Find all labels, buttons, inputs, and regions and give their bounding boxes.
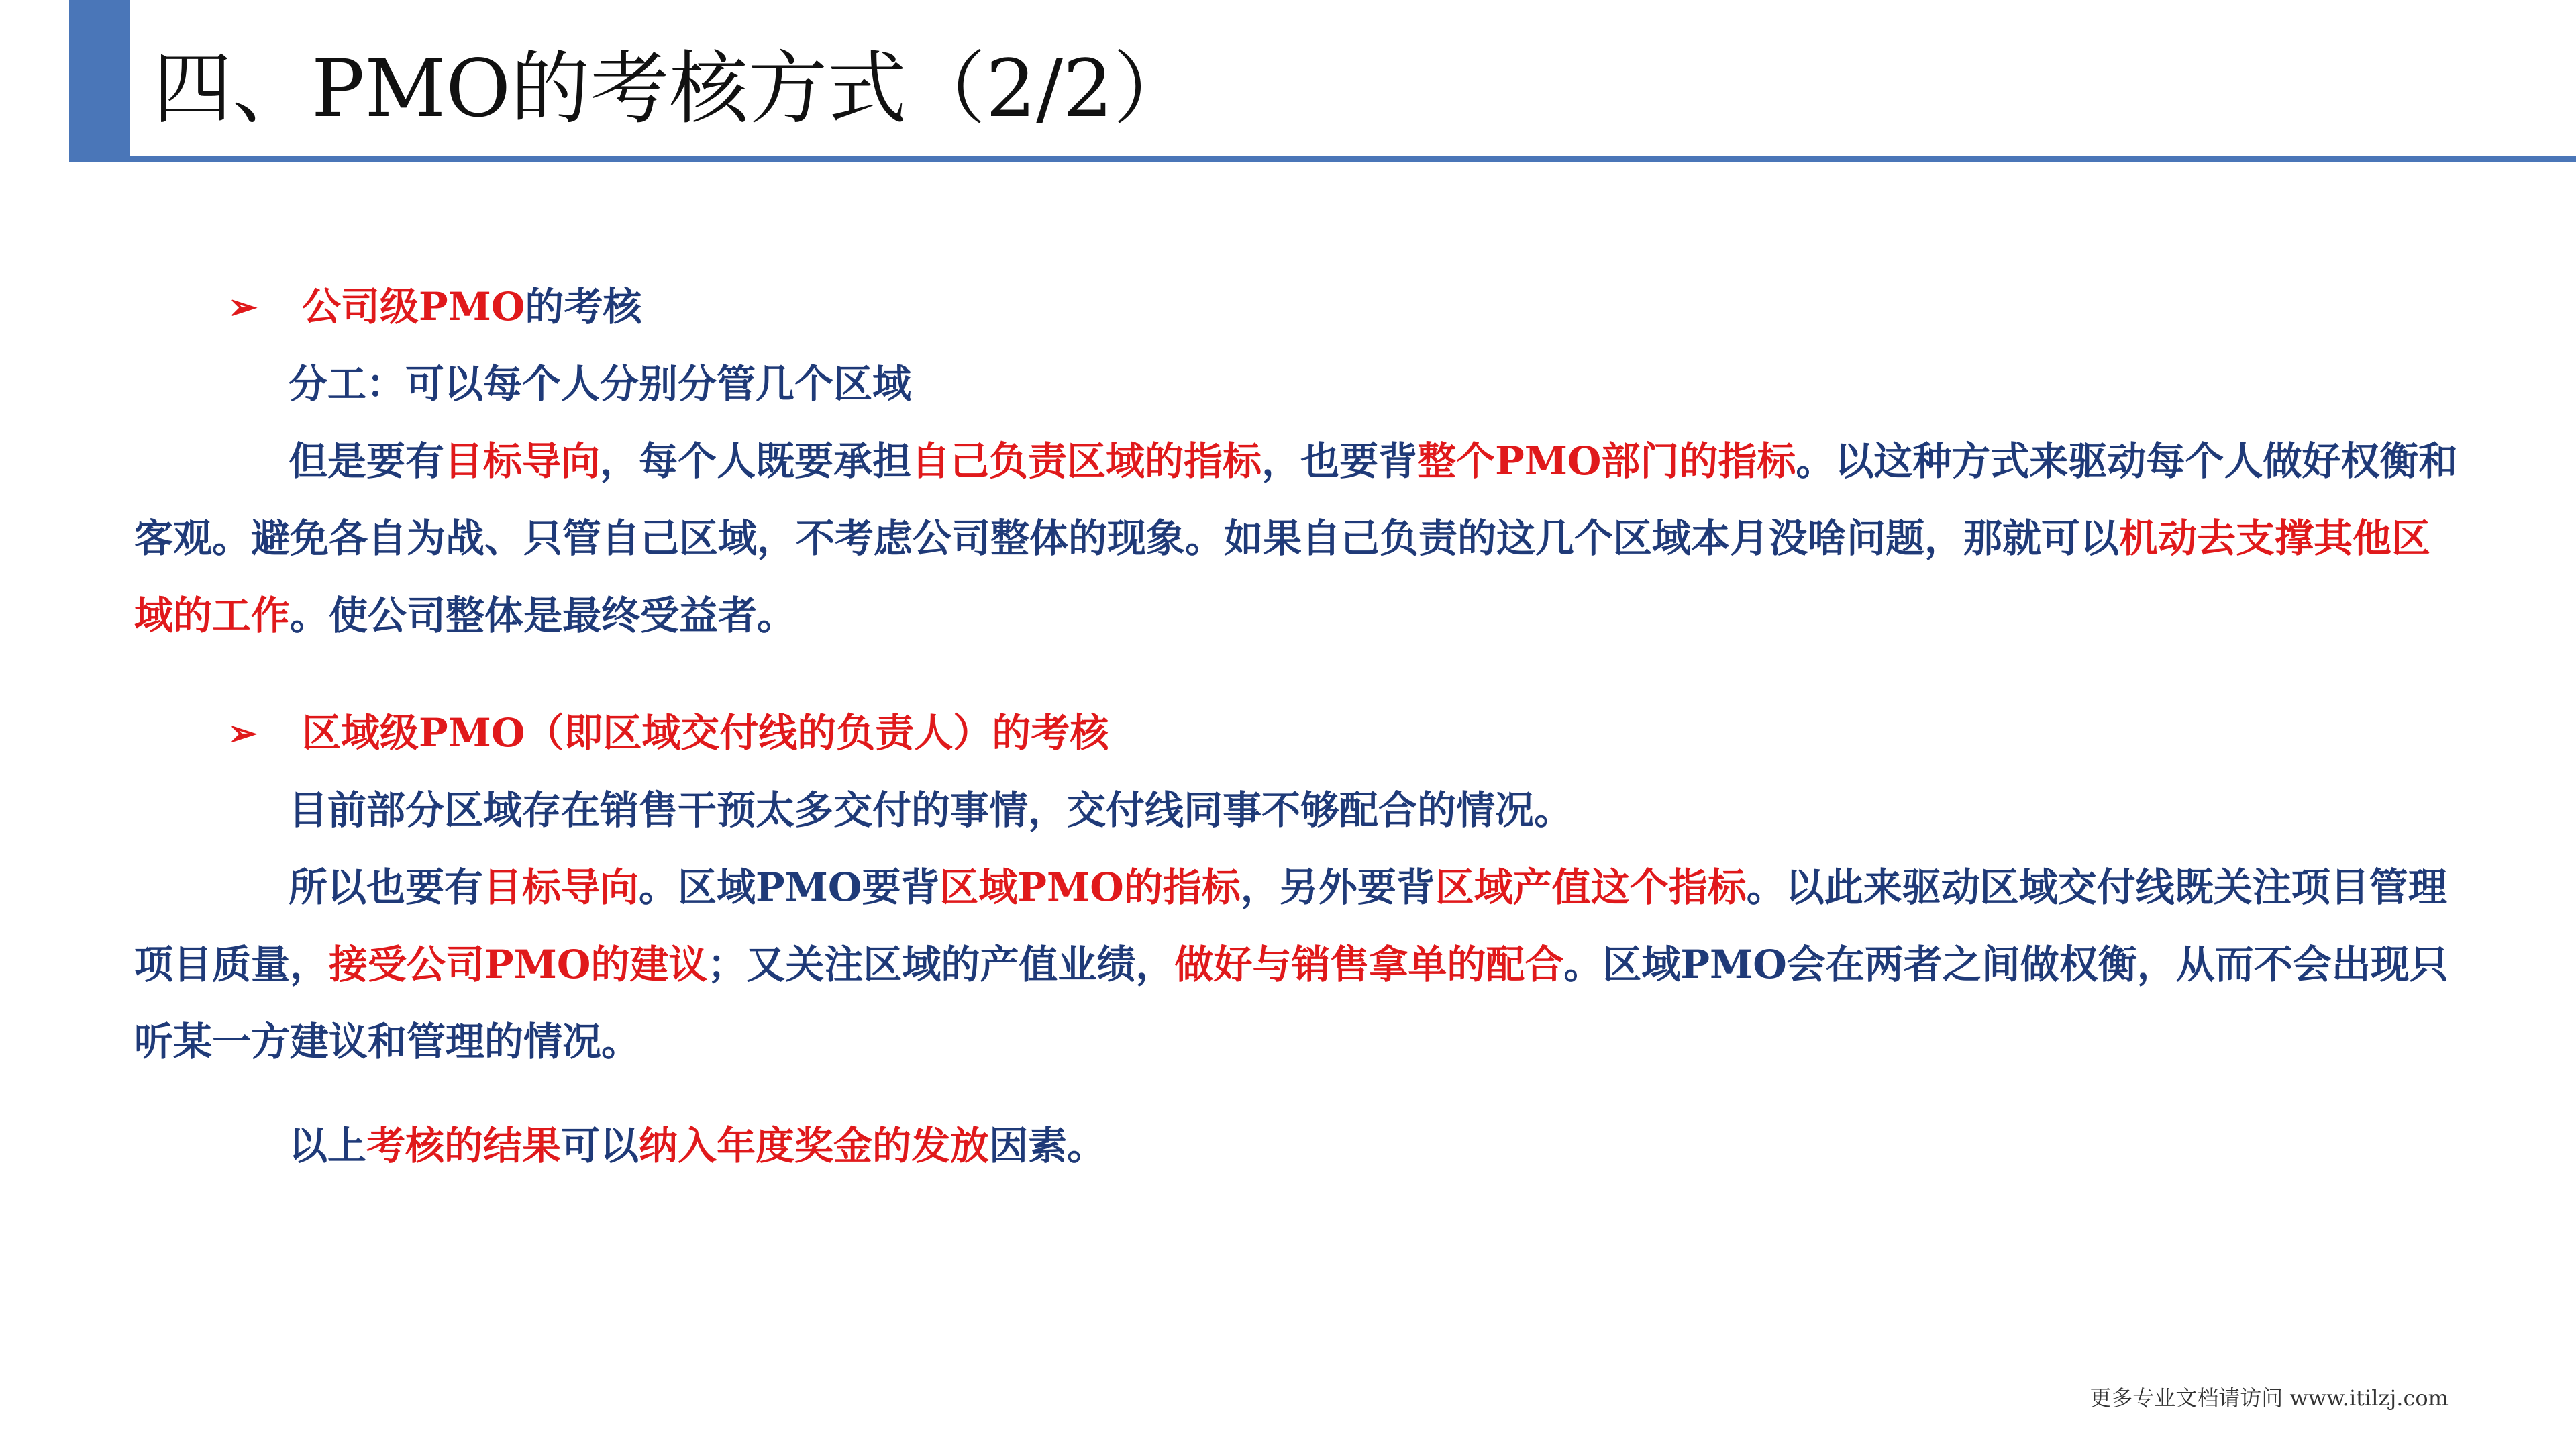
highlight-run: 整个PMO部门的指标: [1417, 438, 1796, 484]
text-run: ，每个人既要承担: [600, 438, 912, 484]
highlight-run: 目标导向: [444, 438, 601, 484]
highlight-run: 做好与销售拿单的配合: [1174, 942, 1564, 987]
arrowhead-bullet-icon: ➢: [228, 287, 258, 328]
text-run: 。区域PMO会在两者之间做权衡，从而不会出现只听某一方建议和管理的情况。: [134, 942, 2449, 1064]
paragraph-current-situation: [134, 772, 2469, 849]
highlight-run: 目标导向: [483, 864, 639, 910]
text-run: 。以这种方式来驱动每个人做好权衡和客观。避免各自为战、只管自己区域，不考虑公司整体的现象。如果自己负责的这几个区域本月没啥问题，那就可以: [134, 438, 2458, 561]
conclusion-spacer: [134, 1081, 2469, 1107]
text-run: 。以此来驱动区域交付线既关注项目管理项目质量，: [134, 864, 2447, 987]
title-underline: [69, 156, 2576, 162]
heading-text: 的考核: [525, 284, 642, 330]
text-run: ，也要背: [1261, 438, 1418, 484]
text-run: 目前部分区域存在销售干预太多交付的事情，交付线同事不够配合的情况。: [289, 787, 1574, 833]
section-heading-company-pmo: [134, 268, 2469, 346]
paragraph-regional-pmo-goal: [134, 849, 2469, 1081]
highlight-run: 自己负责区域的指标: [911, 438, 1262, 484]
arrowhead-bullet-icon: ➢: [228, 713, 258, 754]
heading-text: 公司级PMO: [302, 284, 525, 330]
text-run: 。使公司整体是最终受益者。: [290, 593, 796, 638]
page-title: 四、PMO的考核方式（2/2）: [153, 42, 1192, 135]
highlight-run: 区域PMO的指标: [939, 864, 1241, 910]
text-run: 所以也要有: [289, 864, 484, 910]
slide-content: [134, 268, 2469, 1185]
highlight-run: 机动去支撑其他区域的工作: [134, 515, 2431, 638]
text-run: 分工：可以每个人分别分管几个区域: [289, 361, 912, 407]
title-accent-bar: [69, 0, 130, 160]
highlight-run: 区域产值这个指标: [1435, 864, 1747, 910]
text-run: 但是要有: [289, 438, 445, 484]
section-spacer: [134, 654, 2469, 695]
footer-website-note: 更多专业文档请访问 www.itilzj.com: [2090, 1385, 2449, 1411]
text-run: ，另外要背: [1240, 864, 1435, 910]
heading-text: 区域级PMO（即区域交付线的负责人）的考核: [302, 710, 1109, 756]
paragraph-company-pmo-goal: [134, 423, 2469, 654]
text-run: 可以: [561, 1123, 639, 1168]
text-run: 以上: [289, 1123, 367, 1168]
text-run: 因素。: [989, 1123, 1106, 1168]
highlight-run: 纳入年度奖金的发放: [639, 1123, 990, 1168]
paragraph-division-of-labor: [134, 346, 2469, 423]
highlight-run: 接受公司PMO的建议: [329, 942, 708, 987]
highlight-run: 考核的结果: [366, 1123, 562, 1168]
text-run: ；又关注区域的产值业绩，: [707, 942, 1175, 987]
text-run: 。区域PMO要背: [639, 864, 940, 910]
section-heading-regional-pmo: [134, 695, 2469, 772]
paragraph-conclusion: [134, 1107, 2469, 1185]
